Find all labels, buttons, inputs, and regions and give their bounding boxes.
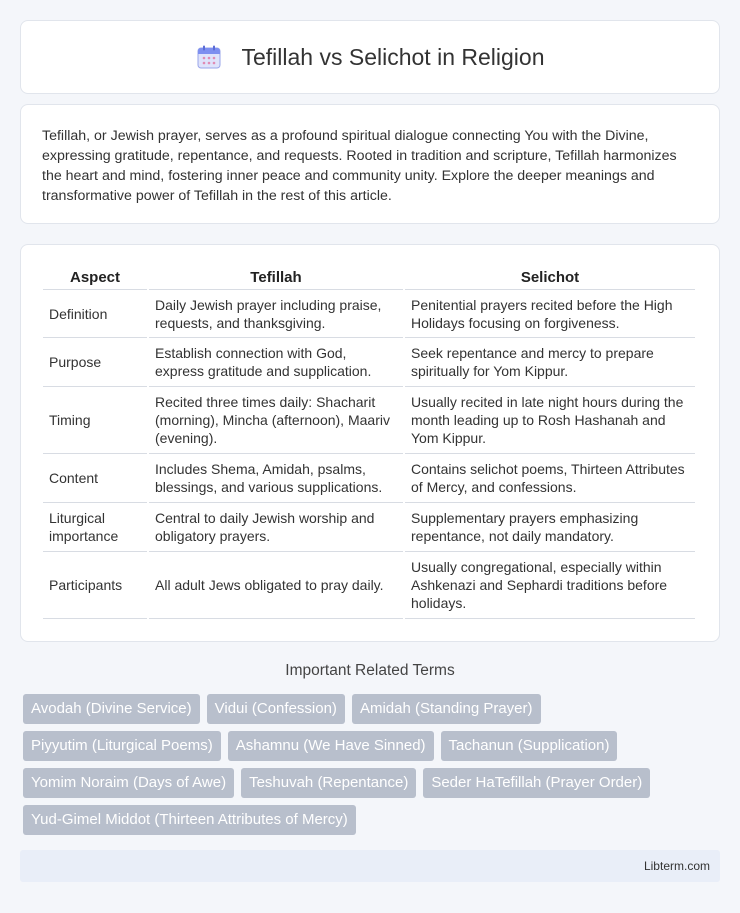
calendar-icon: [196, 44, 222, 70]
cell-aspect: Participants: [43, 552, 147, 619]
cell-tefillah: Central to daily Jewish worship and obligatory prayers.: [149, 503, 403, 552]
related-terms-title: Important Related Terms: [285, 662, 455, 679]
cell-selichot: Contains selichot poems, Thirteen Attributes of Mercy, and confessions.: [405, 454, 695, 503]
intro-text: Tefillah, or Jewish prayer, serves as a profound spiritual dialogue connecting You with the Divine, expressing gratitude, repentance, and requests. Rooted in tradition and scripture, Tefillah harmonizes the heart and mind, fostering inner peace and community unity. Explore the deeper meanings and transformative power of Tefillah in the rest of this article.: [42, 128, 677, 204]
comparison-table: [41, 265, 697, 619]
table-row: [43, 387, 695, 454]
cell-aspect: Content: [43, 454, 147, 503]
cell-selichot: Penitential prayers recited before the High Holidays focusing on forgiveness.: [405, 290, 695, 338]
tag-yomim-noraim[interactable]: Yomim Noraim (Days of Awe): [23, 768, 234, 798]
table-row: [43, 552, 695, 619]
cell-aspect: Liturgical importance: [43, 503, 147, 552]
tag-row: [23, 768, 723, 798]
cell-tefillah: Establish connection with God, express gratitude and supplication.: [149, 338, 403, 387]
tag-teshuvah[interactable]: Teshuvah (Repentance): [241, 768, 416, 798]
table-row: [43, 454, 695, 503]
table-header-row: [43, 265, 695, 290]
tag-yud-gimel-middot[interactable]: Yud-Gimel Middot (Thirteen Attributes of Mercy): [23, 805, 356, 835]
table-row: [43, 290, 695, 338]
tag-ashamnu[interactable]: Ashamnu (We Have Sinned): [228, 731, 434, 761]
related-terms-tags: [23, 694, 723, 842]
table-row: [43, 338, 695, 387]
footer-bar: [20, 850, 720, 882]
footer-brand[interactable]: Libterm.com: [643, 859, 710, 873]
cell-aspect: Timing: [43, 387, 147, 454]
tag-tachanun[interactable]: Tachanun (Supplication): [441, 731, 618, 761]
tag-avodah[interactable]: Avodah (Divine Service): [23, 694, 200, 724]
column-header-tefillah: Tefillah: [149, 265, 403, 290]
tag-piyyutim[interactable]: Piyyutim (Liturgical Poems): [23, 731, 221, 761]
intro-card: [20, 104, 720, 224]
tag-row: [23, 731, 723, 761]
cell-selichot: Supplementary prayers emphasizing repentance, not daily mandatory.: [405, 503, 695, 552]
cell-tefillah: Daily Jewish prayer including praise, requests, and thanksgiving.: [149, 290, 403, 338]
cell-selichot: Usually recited in late night hours during the month leading up to Rosh Hashanah and Yom Kippur.: [405, 387, 695, 454]
tag-row: [23, 805, 723, 835]
cell-selichot: Seek repentance and mercy to prepare spiritually for Yom Kippur.: [405, 338, 695, 387]
table-row: [43, 503, 695, 552]
tag-seder-hatefillah[interactable]: Seder HaTefillah (Prayer Order): [423, 768, 650, 798]
column-header-aspect: Aspect: [43, 265, 147, 290]
comparison-table-card: [20, 244, 720, 642]
cell-tefillah: Recited three times daily: Shacharit (morning), Mincha (afternoon), Maariv (evening).: [149, 387, 403, 454]
tag-amidah[interactable]: Amidah (Standing Prayer): [352, 694, 541, 724]
page-title: Tefillah vs Selichot in Religion: [241, 43, 545, 70]
column-header-selichot: Selichot: [405, 265, 695, 290]
cell-aspect: Definition: [43, 290, 147, 338]
tag-row: [23, 694, 723, 724]
cell-tefillah: All adult Jews obligated to pray daily.: [149, 552, 403, 619]
cell-selichot: Usually congregational, especially within Ashkenazi and Sephardi traditions before holidays.: [405, 552, 695, 619]
cell-tefillah: Includes Shema, Amidah, psalms, blessings, and various supplications.: [149, 454, 403, 503]
cell-aspect: Purpose: [43, 338, 147, 387]
header-card: [20, 20, 720, 94]
tag-vidui[interactable]: Vidui (Confession): [207, 694, 345, 724]
